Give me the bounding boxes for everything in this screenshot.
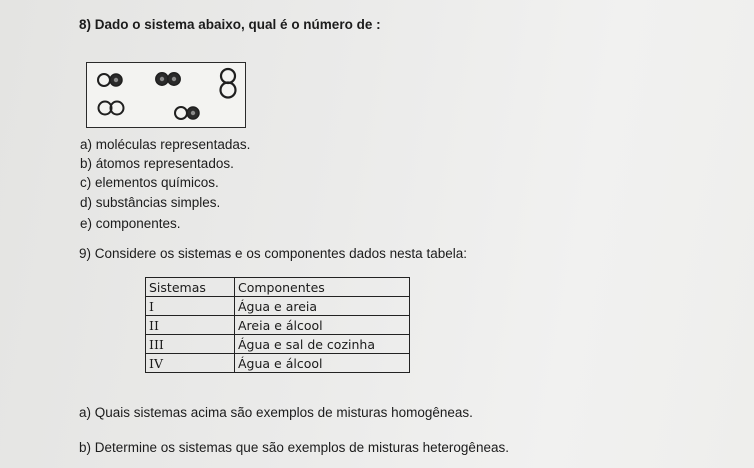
system-components: Areia e álcool [235,316,410,335]
table-header-row [146,278,410,297]
system-label: I [146,297,235,316]
question-8-option-a: a) moléculas representadas. [80,137,251,152]
table-row [146,335,410,354]
table-row [146,316,410,335]
question-8-prompt: 8) Dado o sistema abaixo, qual é o número de : [79,17,381,32]
molecule-figure [87,63,245,127]
system-label: II [146,316,235,335]
question-9-part-b: b) Determine os sistemas que são exemplos de misturas heterogêneas. [79,440,509,455]
systems-table [145,277,410,373]
molecule-filled-filled [156,73,180,85]
system-components: Água e sal de cozinha [235,335,410,354]
system-label: IV [146,354,235,373]
molecule-open-open [99,102,124,115]
system-components: Água e álcool [235,354,410,373]
question-9-prompt: 9) Considere os sistemas e os componentes dados nesta tabela: [79,246,467,261]
header-componentes: Componentes [235,278,410,297]
question-9-part-a: a) Quais sistemas acima são exemplos de misturas homogêneas. [79,405,473,420]
question-8-option-b: b) átomos representados. [80,156,234,171]
molecule-diagram [86,62,246,128]
table-row [146,297,410,316]
question-8-option-c: c) elementos químicos. [80,175,219,190]
question-8-option-d: d) substâncias simples. [80,195,221,210]
header-sistemas: Sistemas [146,278,235,297]
molecule-open-filled-2 [175,107,199,119]
system-components: Água e areia [235,297,410,316]
molecule-open-stacked [221,69,236,98]
molecule-open-filled-1 [98,74,122,86]
question-8-option-e: e) componentes. [80,216,181,231]
table-row [146,354,410,373]
system-label: III [146,335,235,354]
